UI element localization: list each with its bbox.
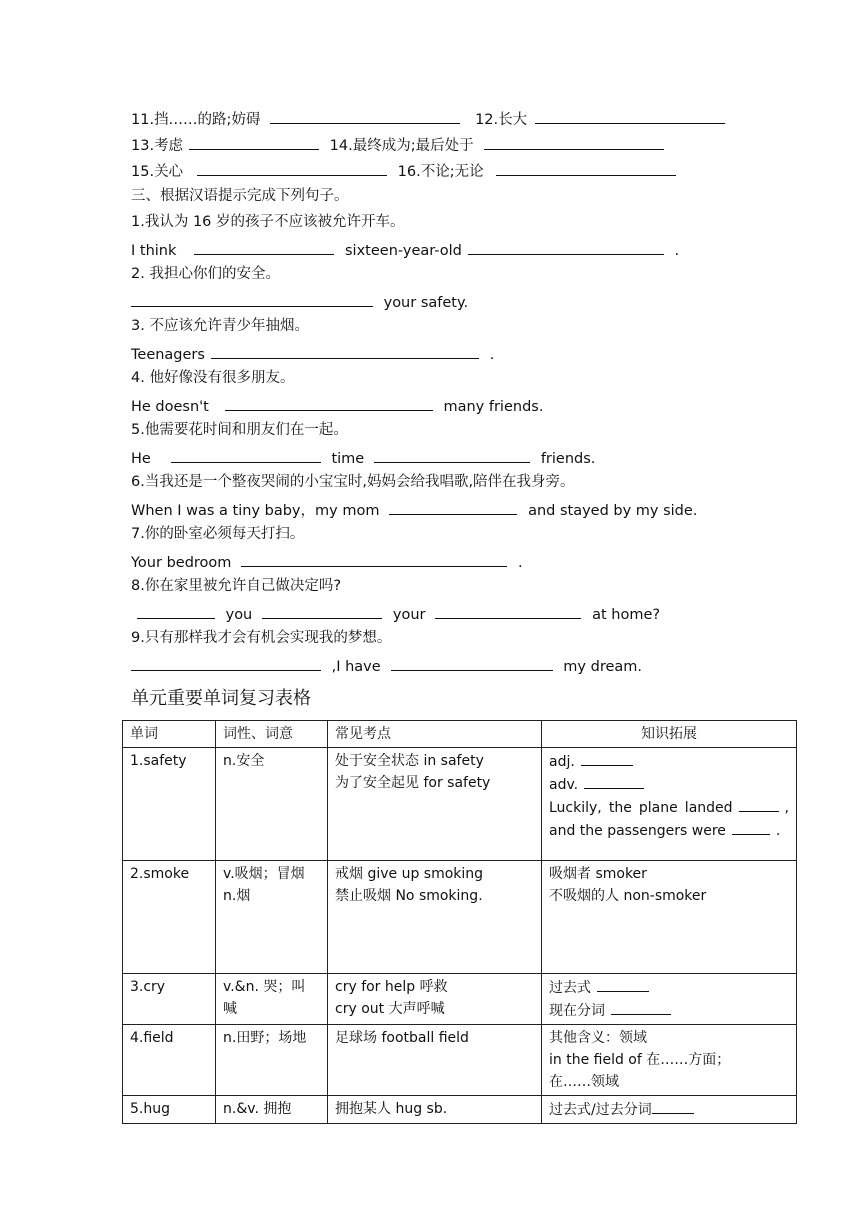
usage-cell: 拥抱某人 hug sb. [328, 1096, 542, 1124]
sentence-7-prompt: 7.你的卧室必须每天打扫。 [131, 526, 305, 542]
sentence-4-answer: He doesn't many friends. [131, 395, 543, 417]
answer-blank[interactable] [270, 108, 460, 124]
sentence-6-answer: When I was a tiny baby，my mom and stayed by my side. [131, 499, 697, 521]
answer-blank[interactable] [194, 239, 334, 255]
usage-cell: 戒烟 give up smoking 禁止吸烟 No smoking. [328, 861, 542, 974]
pos-cell: v.吸烟；冒烟 n.烟 [216, 861, 328, 974]
extension-cell: 其他含义：领域 in the field of 在……方面； 在……领域 [542, 1025, 797, 1096]
pos-cell: n.安全 [216, 748, 328, 861]
answer-blank[interactable] [739, 796, 779, 812]
answer-blank[interactable] [189, 134, 319, 150]
usage-cell: 处于安全状态 in safety 为了安全起见 for safety [328, 748, 542, 861]
answer-blank[interactable] [496, 160, 676, 176]
header-word: 单词 [123, 721, 216, 748]
sentence-3-answer: Teenagers . [131, 343, 494, 365]
header-extension: 知识拓展 [542, 721, 797, 748]
answer-blank[interactable] [262, 603, 382, 619]
sentence-7-answer: Your bedroom . [131, 551, 523, 573]
answer-blank[interactable] [584, 773, 644, 789]
word-cell: 5.hug [123, 1096, 216, 1124]
answer-blank[interactable] [435, 603, 581, 619]
word-cell: 1.safety [123, 748, 216, 861]
answer-blank[interactable] [131, 655, 321, 671]
vocab-line-15-16: 15.关心 16.不论;无论 [131, 160, 682, 182]
answer-blank[interactable] [197, 160, 387, 176]
table-row [123, 861, 797, 974]
usage-cell: cry for help 呼救 cry out 大声呼喊 [328, 974, 542, 1025]
vocab-line-13-14: 13.考虑 14.最终成为;最后处于 [131, 134, 670, 156]
extension-cell: adj. adv. Luckily, the plane landed , and the passengers were . [542, 748, 797, 861]
table-row [123, 974, 797, 1025]
answer-blank[interactable] [225, 395, 433, 411]
pos-cell: n.田野；场地 [216, 1025, 328, 1096]
sentence-9-prompt: 9.只有那样我才会有机会实现我的梦想。 [131, 630, 392, 646]
answer-blank[interactable] [597, 976, 649, 992]
pos-cell: n.&v. 拥抱 [216, 1096, 328, 1124]
usage-cell: 足球场 football field [328, 1025, 542, 1096]
pos-cell: v.&n. 哭；叫 喊 [216, 974, 328, 1025]
sentence-1-prompt: 1.我认为 16 岁的孩子不应该被允许开车。 [131, 214, 405, 230]
answer-blank[interactable] [535, 108, 725, 124]
word-cell: 2.smoke [123, 861, 216, 974]
vocab-line-11-12: 11.挡……的路;妨碍 12.长大 [131, 108, 731, 130]
table-header-row [123, 721, 797, 748]
answer-blank[interactable] [171, 447, 321, 463]
word-cell: 3.cry [123, 974, 216, 1025]
sentence-8-prompt: 8.你在家里被允许自己做决定吗? [131, 578, 342, 594]
header-pos: 词性、词意 [216, 721, 328, 748]
extension-cell: 吸烟者 smoker 不吸烟的人 non-smoker [542, 861, 797, 974]
sentence-3-prompt: 3. 不应该允许青少年抽烟。 [131, 318, 309, 334]
answer-blank[interactable] [374, 447, 530, 463]
answer-blank[interactable] [389, 499, 517, 515]
header-usage: 常见考点 [328, 721, 542, 748]
sentence-4-prompt: 4. 他好像没有很多朋友。 [131, 370, 295, 386]
answer-blank[interactable] [241, 551, 507, 567]
sentence-1-answer: I think sixteen-year-old . [131, 239, 679, 261]
vocab-review-table [122, 720, 797, 1124]
answer-blank[interactable] [611, 999, 671, 1015]
section3-title: 三、根据汉语提示完成下列句子。 [131, 188, 349, 204]
sentence-2-prompt: 2. 我担心你们的安全。 [131, 266, 280, 282]
answer-blank[interactable] [137, 603, 215, 619]
word-cell: 4.field [123, 1025, 216, 1096]
answer-blank[interactable] [468, 239, 664, 255]
answer-blank[interactable] [391, 655, 553, 671]
extension-cell: 过去式/过去分词 [542, 1096, 797, 1124]
sentence-6-prompt: 6.当我还是一个整夜哭闹的小宝宝时,妈妈会给我唱歌,陪伴在我身旁。 [131, 474, 575, 490]
answer-blank[interactable] [581, 750, 633, 766]
extension-cell: 过去式 现在分词 [542, 974, 797, 1025]
answer-blank[interactable] [131, 291, 373, 307]
table-row [123, 748, 797, 861]
answer-blank[interactable] [732, 819, 770, 835]
answer-blank[interactable] [484, 134, 664, 150]
sentence-5-answer: He time friends. [131, 447, 595, 469]
answer-blank[interactable] [211, 343, 479, 359]
sentence-5-prompt: 5.他需要花时间和朋友们在一起。 [131, 422, 348, 438]
sentence-2-answer: your safety. [131, 291, 468, 313]
answer-blank[interactable] [652, 1098, 694, 1114]
table-row [123, 1025, 797, 1096]
sentence-8-answer: you your at home? [131, 603, 660, 625]
table-title: 单元重要单词复习表格 [131, 688, 311, 709]
table-row [123, 1096, 797, 1124]
sentence-9-answer: ,I have my dream. [131, 655, 642, 677]
